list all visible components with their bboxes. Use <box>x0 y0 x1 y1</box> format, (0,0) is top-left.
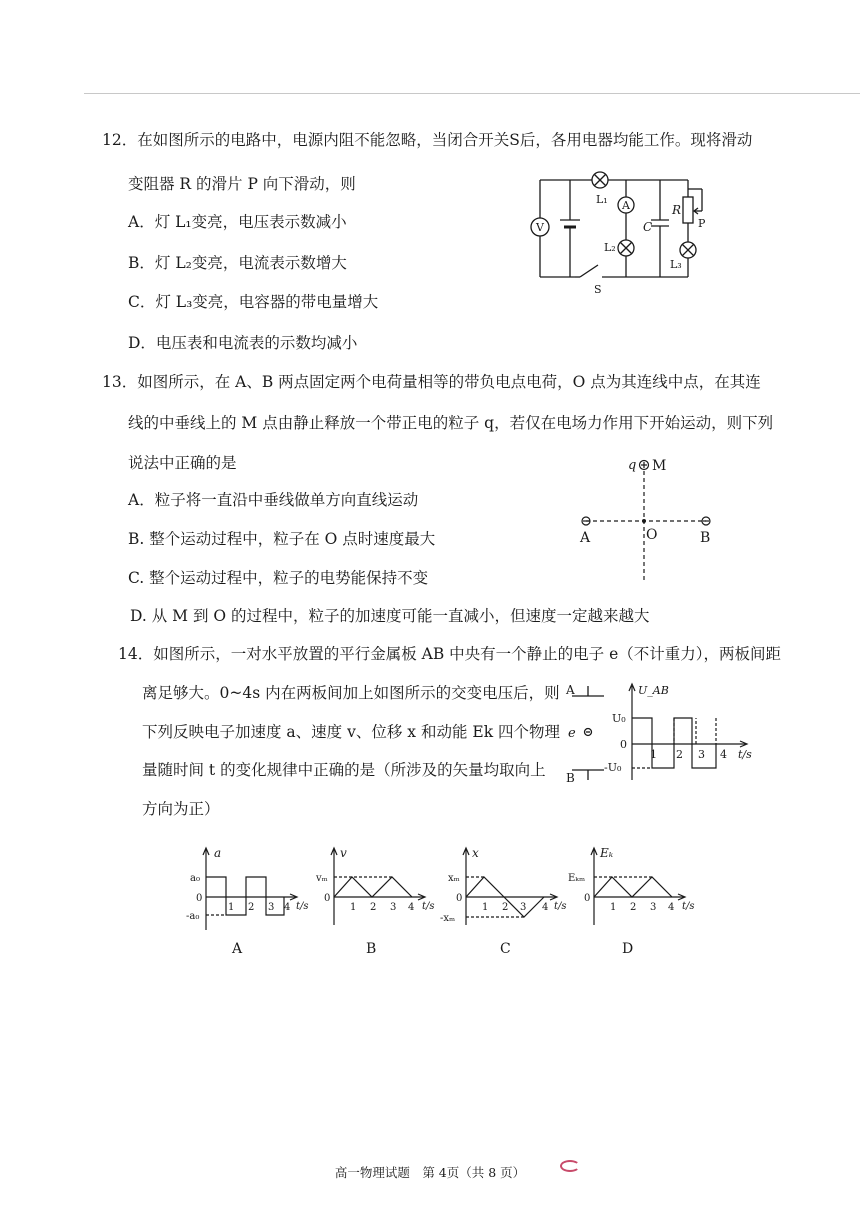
voltage-xlabel: t/s <box>738 748 752 761</box>
q14-stem-line1: 14．如图所示，一对水平放置的平行金属板 AB 中央有一个静止的电子 e（不计重力），两板间距 <box>118 645 782 663</box>
graph-b-xlabel: t/s <box>422 901 435 912</box>
voltage-tick-4: 4 <box>720 748 727 761</box>
q12-stem-line2: 变阻器 R 的滑片 P 向下滑动，则 <box>128 175 356 193</box>
page-top-rule <box>84 93 860 94</box>
choice-graph-a <box>188 845 308 965</box>
voltmeter-label: V <box>536 221 544 234</box>
voltage-tick-3: 3 <box>698 748 705 761</box>
graph-b-letter: B <box>366 941 377 957</box>
q12-option-a: A．灯 L₁变亮，电压表示数减小 <box>128 213 347 231</box>
stamp-mark <box>560 1160 580 1172</box>
graph-b-tick-4: 4 <box>408 902 415 913</box>
q12-option-b: B．灯 L₂变亮，电流表示数增大 <box>128 254 347 272</box>
graph-d-tick-2: 2 <box>630 902 637 913</box>
voltage-graph <box>604 680 762 785</box>
q13-option-d: D. 从 M 到 O 的过程中，粒子的加速度可能一直减小，但速度一定越来越大 <box>130 607 650 625</box>
graph-a-tick-4: 4 <box>284 902 291 913</box>
graph-a-tick-2: 2 <box>248 902 255 913</box>
particle-q-label: q <box>628 458 637 473</box>
graph-a-xlabel: t/s <box>296 901 309 912</box>
q13-stem-line1: 13．如图所示，在 A、B 两点固定两个电荷量相等的带负电点电荷，O 点为其连线中点，在其连 <box>102 373 761 391</box>
q14-stem-line3: 下列反映电子加速度 a、速度 v、位移 x 和动能 Ek 四个物理 <box>142 723 561 741</box>
page-footer: 高一物理试题 第 4页（共 8 页） <box>334 1165 526 1180</box>
voltage-neg-label: -U₀ <box>604 761 622 774</box>
ammeter-label: A <box>622 199 630 212</box>
q13-stem-line3: 说法中正确的是 <box>128 454 237 472</box>
graph-c-top-label: xₘ <box>448 873 460 884</box>
point-b-label: B <box>700 530 711 546</box>
plate-a-label: A <box>566 683 575 697</box>
q13-option-b: B. 整个运动过程中，粒子在 O 点时速度最大 <box>128 530 436 548</box>
q12-option-c: C．灯 L₃变亮，电容器的带电量增大 <box>128 293 379 311</box>
voltage-tick-1: 1 <box>650 748 657 761</box>
lamp2-label: L₂ <box>604 241 616 254</box>
choice-graph-c <box>440 845 571 965</box>
graph-d-letter: D <box>622 941 634 957</box>
graph-c-bottom-label: -xₘ <box>440 913 456 924</box>
graph-d-zero-label: 0 <box>584 893 591 904</box>
choice-graph-d <box>568 845 699 965</box>
graph-c-tick-2: 2 <box>502 902 509 913</box>
slider-label: P <box>698 217 706 230</box>
voltage-ylabel: U_AB <box>638 684 669 697</box>
graph-d-tick-3: 3 <box>650 902 657 913</box>
graph-c-zero-label: 0 <box>456 893 463 904</box>
graph-d-tick-1: 1 <box>610 902 617 913</box>
q13-option-a: A．粒子将一直沿中垂线做单方向直线运动 <box>128 491 419 509</box>
q13-option-c: C. 整个运动过程中，粒子的电势能保持不变 <box>128 569 429 587</box>
graph-a-zero-label: 0 <box>196 893 203 904</box>
graph-a-tick-1: 1 <box>228 902 235 913</box>
lamp3-label: L₃ <box>670 258 682 271</box>
graph-b-tick-2: 2 <box>370 902 377 913</box>
graph-c-letter: C <box>500 941 511 957</box>
q12-stem-line1: 12．在如图所示的电路中，电源内阻不能忽略，当闭合开关S后，各用电器均能工作。现将滑动 <box>102 131 753 149</box>
point-o-label: O <box>646 527 658 543</box>
capacitor-label: C <box>643 220 653 234</box>
graph-d-top-label: Eₖₘ <box>568 873 586 884</box>
point-a-label: A <box>580 530 591 546</box>
plate-b-label: B <box>566 771 575 785</box>
q12-option-d: D．电压表和电流表的示数均减小 <box>128 334 358 352</box>
graph-b-ylabel: v <box>340 846 347 860</box>
q14-stem-line4: 量随时间 t 的变化规律中正确的是（所涉及的矢量均取向上 <box>142 761 546 779</box>
graph-b-zero-label: 0 <box>324 893 331 904</box>
graph-b-top-label: vₘ <box>316 873 328 884</box>
voltage-pos-label: U₀ <box>612 712 626 725</box>
graph-a-top-label: a₀ <box>190 873 200 884</box>
q13-stem-line2: 线的中垂线上的 M 点由静止释放一个带正电的粒子 q，若仅在电场力作用下开始运动，则下列 <box>128 414 774 432</box>
graph-a-bottom-label: -a₀ <box>186 911 200 922</box>
q13-charge-diagram <box>570 455 730 585</box>
electron-label: e <box>568 726 576 741</box>
graph-c-tick-3: 3 <box>520 902 527 913</box>
graph-a-letter: A <box>232 941 243 957</box>
graph-b-tick-1: 1 <box>350 902 357 913</box>
lamp1-label: L₁ <box>596 193 608 206</box>
graph-a-tick-3: 3 <box>268 902 275 913</box>
voltage-zero-label: 0 <box>620 738 627 751</box>
graph-c-xlabel: t/s <box>554 901 567 912</box>
switch-label: S <box>594 283 602 296</box>
rheostat-label: R <box>672 203 682 217</box>
graph-c-tick-1: 1 <box>482 902 489 913</box>
q12-circuit-diagram <box>520 165 720 295</box>
point-m-label: M <box>652 458 667 474</box>
voltage-tick-2: 2 <box>676 748 683 761</box>
graph-b-tick-3: 3 <box>390 902 397 913</box>
choice-graph-b <box>316 845 436 965</box>
graph-d-ylabel: Eₖ <box>600 846 614 860</box>
graph-c-ylabel: x <box>472 846 479 860</box>
graph-a-ylabel: a <box>214 846 222 860</box>
q14-stem-line5: 方向为正） <box>142 800 220 818</box>
graph-d-xlabel: t/s <box>682 901 695 912</box>
graph-d-tick-4: 4 <box>668 902 675 913</box>
graph-c-tick-4: 4 <box>542 902 549 913</box>
q14-stem-line2: 离足够大。0~4s 内在两板间加上如图所示的交变电压后，则 <box>142 684 560 702</box>
